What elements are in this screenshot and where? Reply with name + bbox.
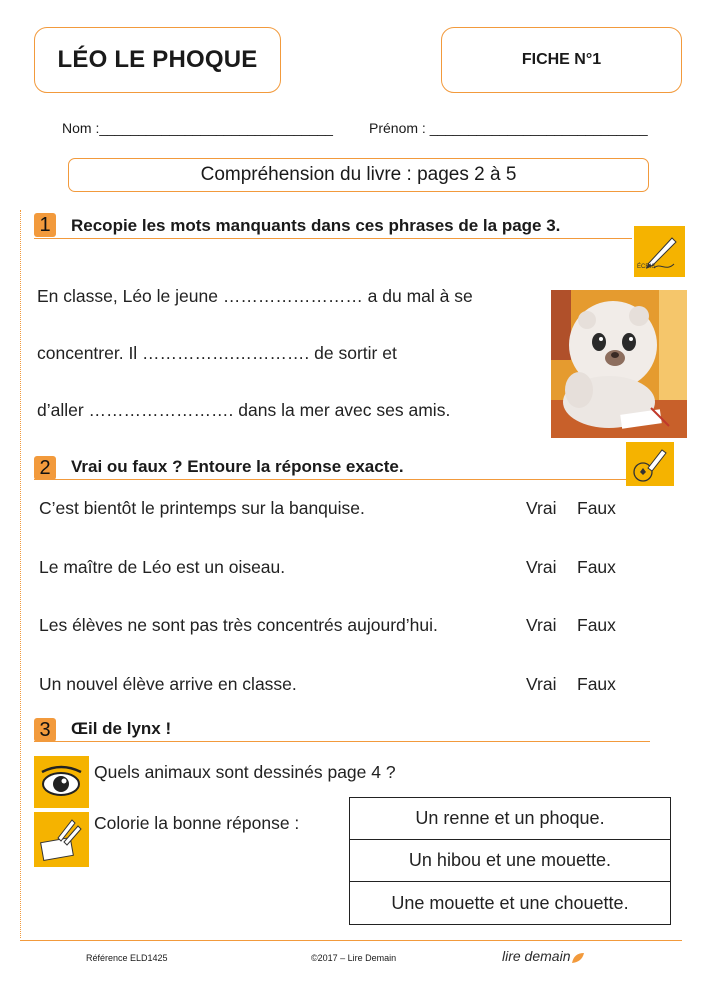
footer-reference: Référence ELD1425	[86, 953, 168, 963]
exercise-3-underline	[34, 741, 650, 742]
comprehension-banner	[68, 158, 649, 192]
margin-line	[20, 210, 21, 938]
pen-circle-icon	[626, 442, 674, 486]
vrai-option[interactable]: Vrai	[526, 615, 557, 635]
exercise-3-number: 3	[34, 718, 56, 742]
fiche-box	[441, 27, 682, 93]
answer-choices	[349, 797, 671, 925]
answer-option[interactable]: Un hibou et une mouette.	[350, 840, 670, 882]
vrai-option[interactable]: Vrai	[526, 674, 557, 694]
seal-illustration	[551, 290, 687, 438]
exercise-3-question: Quels animaux sont dessinés page 4 ?	[94, 762, 396, 782]
exercise-1-line: concentrer. Il …………….…………. de sortir et	[37, 343, 397, 363]
faux-option[interactable]: Faux	[577, 615, 616, 635]
statement: C’est bientôt le printemps sur la banquise.	[39, 498, 365, 518]
write-icon	[634, 226, 685, 277]
exercise-3-colorie: Colorie la bonne réponse :	[94, 813, 300, 833]
comprehension-text: Compréhension du livre : pages 2 à 5	[200, 164, 517, 185]
prenom-field[interactable]: Prénom : ____________________________	[369, 120, 648, 136]
exercise-2-underline	[34, 479, 626, 480]
footer-brand: lire demain	[502, 948, 571, 964]
footer-line	[20, 940, 682, 941]
fiche-number: FICHE N°1	[521, 51, 602, 68]
statement: Le maître de Léo est un oiseau.	[39, 557, 286, 577]
answer-option[interactable]: Un renne et un phoque.	[350, 798, 670, 840]
eye-icon	[34, 756, 89, 808]
faux-option[interactable]: Faux	[577, 557, 616, 577]
page-title: LÉO LE PHOQUE	[57, 46, 258, 73]
exercise-2-number: 2	[34, 456, 56, 480]
title-box	[34, 27, 281, 93]
exercise-1-instruction: Recopie les mots manquants dans ces phrases de la page 3.	[71, 216, 561, 235]
faux-option[interactable]: Faux	[577, 674, 616, 694]
footer-copyright: ©2017 – Lire Demain	[311, 953, 397, 963]
vrai-option[interactable]: Vrai	[526, 557, 557, 577]
exercise-2-instruction: Vrai ou faux ? Entoure la réponse exacte.	[71, 457, 404, 476]
nom-field[interactable]: Nom :______________________________	[62, 120, 333, 136]
statement: Un nouvel élève arrive en classe.	[39, 674, 297, 694]
statement: Les élèves ne sont pas très concentrés aujourd’hui.	[39, 615, 438, 635]
exercise-1-number: 1	[34, 213, 56, 237]
brand-leaf-icon	[571, 951, 585, 963]
exercise-3-instruction: Œil de lynx !	[71, 719, 172, 738]
exercise-1-line: En classe, Léo le jeune …………………… a du mal à se	[37, 286, 473, 306]
coloring-icon	[34, 812, 89, 867]
write-icon-label: ÉCRIS	[637, 264, 656, 270]
answer-option[interactable]: Une mouette et une chouette.	[391, 892, 629, 913]
exercise-1-underline	[34, 238, 632, 239]
exercise-1-line: d’aller ……………………. dans la mer avec ses amis.	[37, 400, 451, 420]
faux-option[interactable]: Faux	[577, 498, 616, 518]
vrai-option[interactable]: Vrai	[526, 498, 557, 518]
